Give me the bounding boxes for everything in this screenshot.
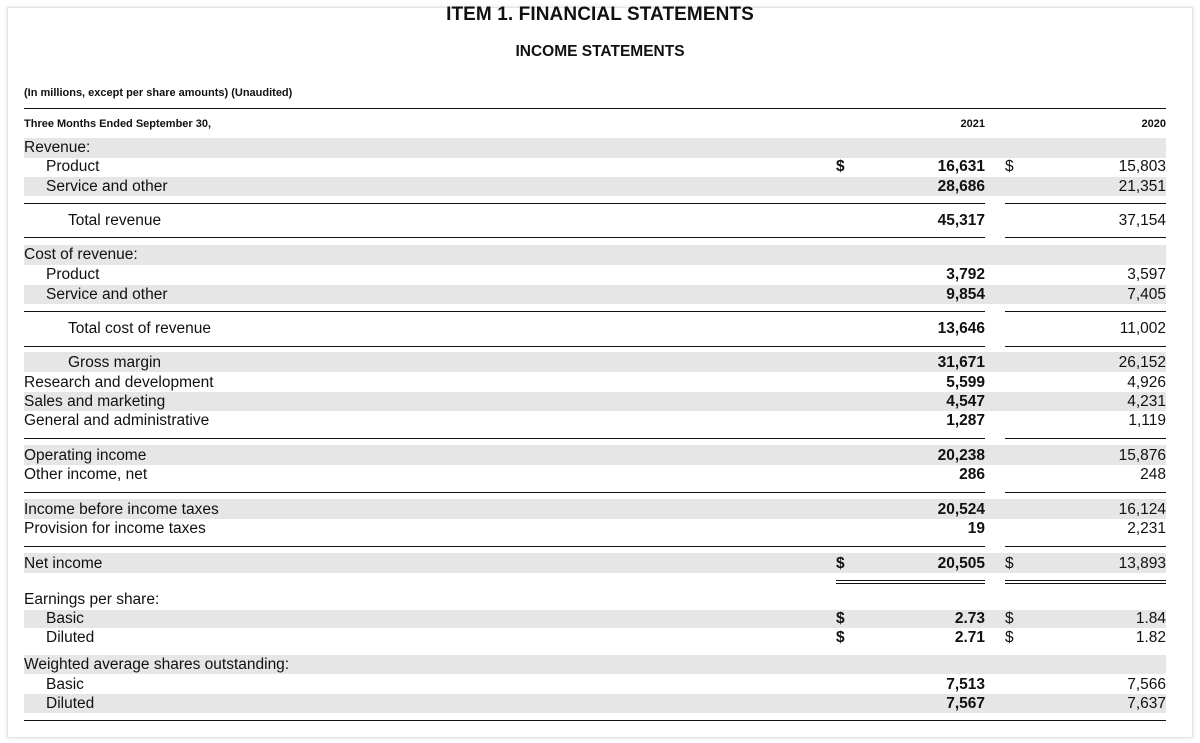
row-shade [24,285,1166,304]
row-label: Total cost of revenue [68,320,212,337]
row-label: Provision for income taxes [24,520,206,537]
value-2021: 19 [967,520,985,537]
rule [24,311,985,312]
row-label: General and administrative [24,412,210,429]
rule [24,203,985,204]
row-label: Research and development [24,374,214,391]
row-label: Other income, net [24,466,148,483]
rule [1005,580,1166,581]
row-shade [24,138,1166,158]
rule [24,546,985,547]
row-label: Basic [46,676,84,693]
value-2021: 45,317 [937,212,985,229]
value-2020: 7,637 [1127,695,1166,712]
currency-symbol: $ [1005,629,1014,646]
value-2020: 15,876 [1118,447,1166,464]
statement-subtitle: INCOME STATEMENTS [515,43,685,60]
rule [24,108,1166,109]
currency-symbol: $ [1005,555,1014,572]
row-shade [24,392,1166,411]
value-2020: 15,803 [1118,158,1166,175]
value-2020: 21,351 [1118,178,1166,195]
value-2021: 31,671 [937,354,985,371]
section-header-eps: Earnings per share: [24,591,160,608]
rule [1005,311,1166,312]
value-2021: 1,287 [946,412,985,429]
rule [24,346,985,347]
currency-symbol: $ [836,555,845,572]
rule [24,492,985,493]
value-2020: 1.84 [1135,610,1166,627]
currency-symbol: $ [836,629,845,646]
row-label: Diluted [46,629,95,646]
value-2020: 3,597 [1127,266,1166,283]
rule [1005,346,1166,347]
value-2020: 16,124 [1118,501,1166,518]
value-2020: 248 [1140,466,1166,483]
value-2020: 7,405 [1127,286,1166,303]
section-header-shares: Weighted average shares outstanding: [24,656,290,673]
rule [836,580,985,581]
value-2021: 20,238 [937,447,985,464]
value-2020: 37,154 [1118,212,1166,229]
value-2021: 16,631 [937,158,985,175]
units-note: (In millions, except per share amounts) (Unaudited) [24,87,293,99]
value-2020: 4,926 [1127,374,1166,391]
row-label: Service and other [46,178,168,195]
rule [836,583,985,584]
row-shade [24,245,1166,265]
value-2020: 11,002 [1119,320,1166,337]
currency-symbol: $ [1005,610,1014,627]
section-header-cost: Cost of revenue: [24,246,138,263]
row-label: Net income [24,555,103,572]
value-2020: 7,566 [1127,676,1166,693]
row-label: Sales and marketing [24,393,166,410]
value-2020: 1.82 [1135,629,1166,646]
value-2021: 4,547 [946,393,985,410]
value-2021: 28,686 [937,178,985,195]
row-shade [24,352,1166,372]
row-label: Product [46,158,100,175]
column-header-2020: 2020 [1141,118,1166,130]
row-shade [24,553,1166,573]
rule [1005,438,1166,439]
row-shade [24,445,1166,465]
column-header-2021: 2021 [960,118,985,130]
period-label: Three Months Ended September 30, [24,118,212,130]
rule [24,438,985,439]
value-2021: 13,646 [937,320,985,337]
rule [1005,203,1166,204]
row-label: Service and other [46,286,168,303]
currency-symbol: $ [1005,158,1014,175]
row-label: Gross margin [68,354,162,371]
value-2020: 13,893 [1118,555,1166,572]
value-2021: 286 [959,466,985,483]
value-2020: 26,152 [1118,354,1166,371]
row-shade [24,177,1166,196]
value-2021: 7,567 [946,695,985,712]
row-shade [24,694,1166,713]
value-2020: 2,231 [1127,520,1166,537]
value-2021: 20,505 [937,555,985,572]
row-label: Total revenue [68,212,162,229]
row-label: Product [46,266,100,283]
value-2021: 7,513 [946,676,985,693]
value-2021: 5,599 [946,374,985,391]
row-shade [24,610,1166,628]
rule [1005,546,1166,547]
value-2021: 9,854 [946,286,985,303]
page-title: ITEM 1. FINANCIAL STATEMENTS [446,4,754,25]
currency-symbol: $ [836,158,845,175]
row-label: Basic [46,610,84,627]
value-2020: 1,119 [1128,412,1166,429]
section-header-revenue: Revenue: [24,139,91,156]
rule [1005,583,1166,584]
row-label: Diluted [46,695,95,712]
row-label: Operating income [24,447,147,464]
value-2021: 20,524 [937,501,985,518]
rule [1005,237,1166,238]
currency-symbol: $ [836,610,845,627]
rule [24,237,985,238]
value-2021: 3,792 [946,266,985,283]
row-label: Income before income taxes [24,501,219,518]
rule [24,720,1166,721]
rule [1005,492,1166,493]
value-2020: 4,231 [1127,393,1166,410]
value-2021: 2.71 [954,629,985,646]
value-2021: 2.73 [954,610,985,627]
